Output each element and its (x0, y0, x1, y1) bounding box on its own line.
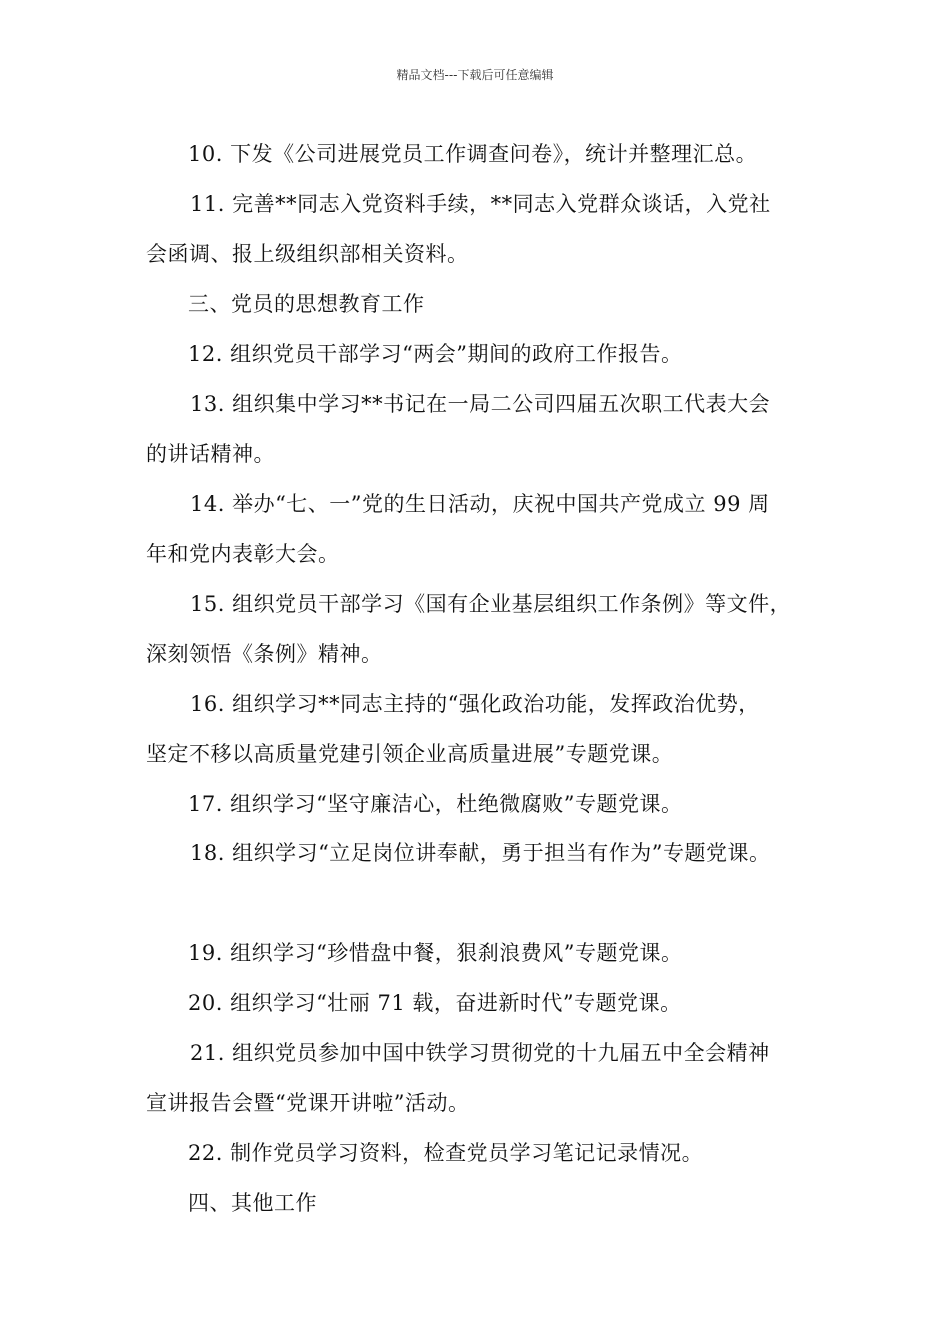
item-11-cont: 会函调、报上级组织部相关资料。 (146, 242, 469, 266)
item-20: 20. 组织学习“壮丽 71 载，奋进新时代”专题党课。 (188, 991, 682, 1015)
item-18: 18. 组织学习“立足岗位讲奉献，勇于担当有作为”专题党课。 (190, 841, 771, 865)
item-17: 17. 组织学习“坚守廉洁心，杜绝微腐败”专题党课。 (188, 792, 683, 816)
item-13: 13. 组织集中学习**书记在一局二公司四届五次职工代表大会 (190, 392, 771, 416)
item-22: 22. 制作党员学习资料，检查党员学习笔记记录情况。 (188, 1141, 704, 1165)
item-21-cont: 宣讲报告会暨“党课开讲啦”活动。 (146, 1091, 470, 1115)
item-10: 10. 下发《公司进展党员工作调查问卷》，统计并整理汇总。 (188, 142, 758, 166)
item-15: 15. 组织党员干部学习《国有企业基层组织工作条例》等文件， (190, 592, 792, 616)
section-heading-3: 三、党员的思想教育工作 (188, 292, 425, 316)
item-11: 11. 完善**同志入党资料手续，**同志入党群众谈话，入党社 (190, 192, 771, 216)
item-14: 14. 举办“七、一”党的生日活动，庆祝中国共产党成立 99 周 (190, 492, 770, 516)
section-heading-4: 四、其他工作 (188, 1191, 317, 1215)
item-16: 16. 组织学习**同志主持的“强化政治功能，发挥政治优势， (190, 692, 760, 716)
item-15-cont: 深刻领悟《条例》精神。 (146, 642, 383, 666)
item-12: 12. 组织党员干部学习“两会”期间的政府工作报告。 (188, 342, 683, 366)
item-19: 19. 组织学习“珍惜盘中餐，狠刹浪费风”专题党课。 (188, 941, 683, 965)
item-13-cont: 的讲话精神。 (146, 442, 275, 466)
item-16-cont: 坚定不移以高质量党建引领企业高质量进展”专题党课。 (146, 742, 674, 766)
page-header: 精品文档---下载后可任意编辑 (396, 68, 554, 82)
item-21: 21. 组织党员参加中国中铁学习贯彻党的十九届五中全会精神 (190, 1041, 770, 1065)
item-14-cont: 年和党内表彰大会。 (146, 542, 340, 566)
